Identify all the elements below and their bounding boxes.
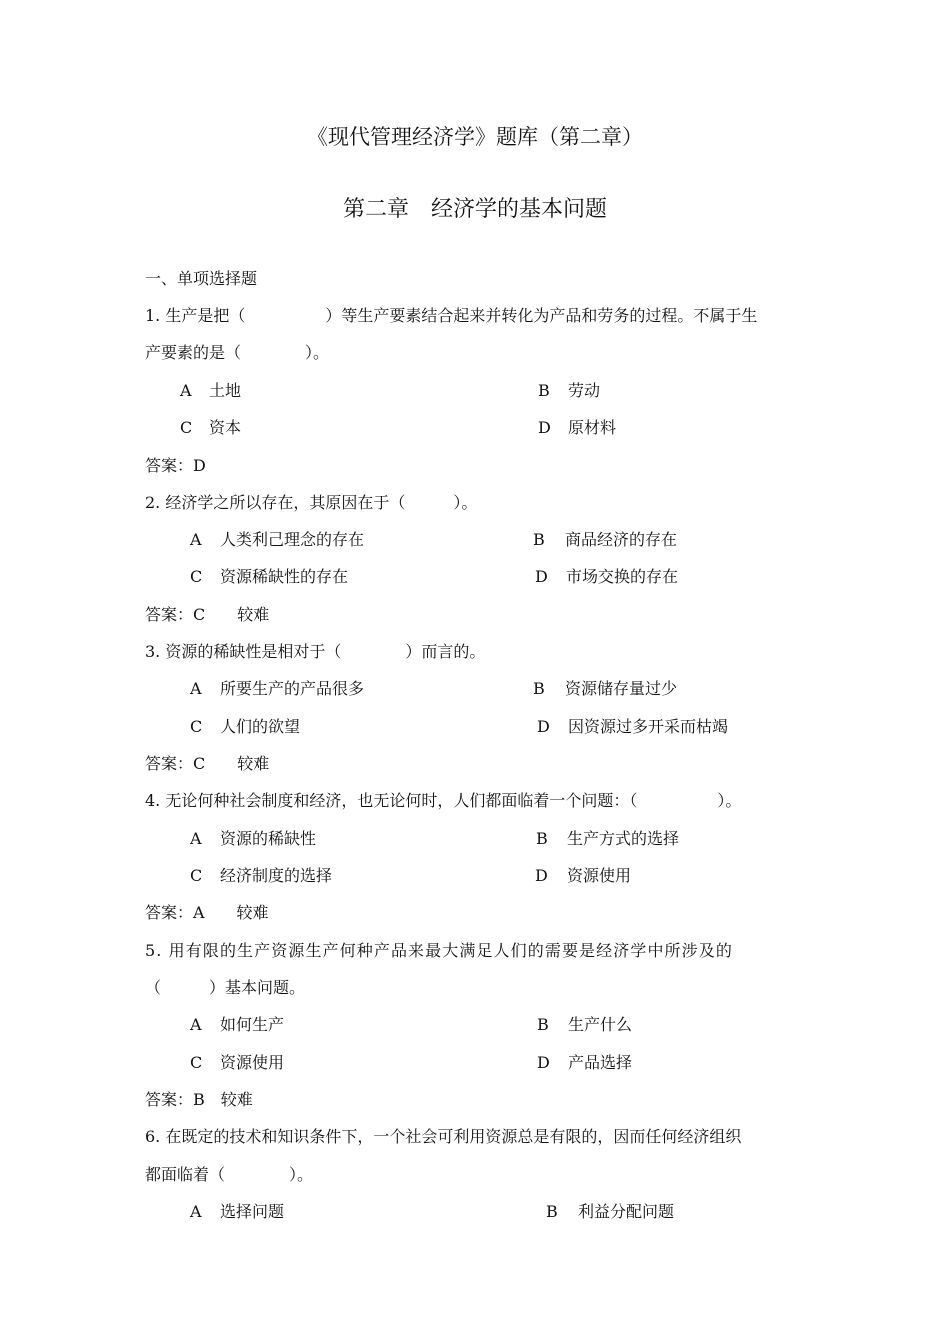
answer-line: 答案：B 较难 xyxy=(145,1090,253,1109)
option-text: 资本 xyxy=(209,418,242,437)
option-letter: C xyxy=(190,567,203,586)
option-text: 选择问题 xyxy=(220,1202,285,1221)
option-letter: D xyxy=(537,1053,550,1072)
option-letter: C xyxy=(190,1053,203,1072)
option-text: 产品选择 xyxy=(568,1053,633,1072)
option-text: 商品经济的存在 xyxy=(565,530,678,549)
option-text: 市场交换的存在 xyxy=(566,567,679,586)
option-text: 经济制度的选择 xyxy=(220,866,333,885)
option-text: 所要生产的产品很多 xyxy=(220,679,365,698)
option-text: 人类利己理念的存在 xyxy=(220,530,365,549)
answer-line: 答案：C 较难 xyxy=(145,754,270,773)
question-text: 4. 无论何种社会制度和经济，也无论何时，人们都面临着一个问题：（ ）。 xyxy=(145,791,742,810)
question-text: 1. 生产是把（ ）等生产要素结合起来并转化为产品和劳务的过程。不属于生 xyxy=(145,306,758,325)
option-letter: B xyxy=(533,679,545,698)
option-letter: A xyxy=(190,1202,202,1221)
answer-line: 答案：C 较难 xyxy=(145,605,270,624)
chapter-title: 第二章 经济学的基本问题 xyxy=(342,197,607,222)
option-text: 生产方式的选择 xyxy=(567,829,680,848)
option-letter: A xyxy=(190,829,202,848)
question-text: 5. 用有限的生产资源生产何种产品来最大满足人们的需要是经济学中所涉及的 xyxy=(145,941,733,960)
option-text: 利益分配问题 xyxy=(578,1202,675,1221)
option-text: 土地 xyxy=(209,381,242,400)
option-text: 资源使用 xyxy=(567,866,632,885)
option-text: 人们的欲望 xyxy=(220,717,301,736)
answer-line: 答案：A 较难 xyxy=(145,903,269,922)
option-letter: D xyxy=(538,418,551,437)
question-text: 3. 资源的稀缺性是相对于（ ）而言的。 xyxy=(145,642,486,661)
option-text: 生产什么 xyxy=(568,1015,633,1034)
option-text: 原材料 xyxy=(568,418,617,437)
option-letter: D xyxy=(537,717,550,736)
option-letter: A xyxy=(190,679,202,698)
option-text: 因资源过多开采而枯竭 xyxy=(568,717,729,736)
option-letter: B xyxy=(536,829,548,848)
option-text: 资源稀缺性的存在 xyxy=(220,567,349,586)
option-text: 如何生产 xyxy=(220,1015,285,1034)
option-letter: A xyxy=(190,530,202,549)
option-letter: C xyxy=(180,418,193,437)
option-letter: B xyxy=(533,530,545,549)
option-text: 资源的稀缺性 xyxy=(220,829,317,848)
option-letter: A xyxy=(180,381,192,400)
option-letter: B xyxy=(546,1202,558,1221)
option-text: 资源储存量过少 xyxy=(565,679,678,698)
option-letter: B xyxy=(537,1015,549,1034)
option-letter: C xyxy=(190,717,203,736)
option-letter: B xyxy=(538,381,550,400)
question-text: 6. 在既定的技术和知识条件下，一个社会可利用资源总是有限的，因而任何经济组织 xyxy=(145,1127,742,1146)
question-text: 都面临着（ ）。 xyxy=(145,1165,314,1184)
option-letter: D xyxy=(535,866,548,885)
question-text: （ ）基本问题。 xyxy=(145,978,306,997)
option-text: 劳动 xyxy=(568,381,601,400)
option-letter: D xyxy=(535,567,548,586)
option-text: 资源使用 xyxy=(220,1053,285,1072)
section-heading: 一、单项选择题 xyxy=(145,269,258,288)
question-text: 2. 经济学之所以存在，其原因在于（ ）。 xyxy=(145,493,478,512)
answer-line: 答案：D xyxy=(145,456,206,475)
option-letter: C xyxy=(190,866,203,885)
document-title: 《现代管理经济学》题库（第二章） xyxy=(307,125,643,149)
option-letter: A xyxy=(190,1015,202,1034)
question-text: 产要素的是（ ）。 xyxy=(145,343,330,362)
